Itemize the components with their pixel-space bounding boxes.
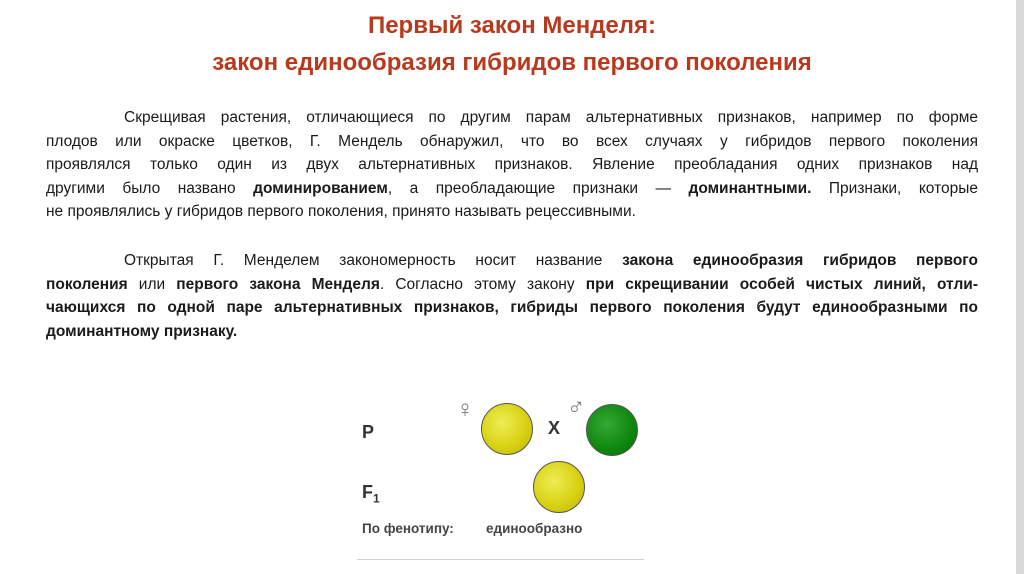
male-symbol-icon: ♂ xyxy=(567,394,585,421)
text-fragment: Открытая Г. Менделем закономерность носит название xyxy=(124,252,623,269)
phenotype-value: единообразно xyxy=(486,521,583,536)
paragraph2-line1 xyxy=(46,249,978,273)
text-fragment: . Согласно этому закону xyxy=(379,275,586,293)
divider-line xyxy=(357,559,644,560)
term-dominant: доминантными. xyxy=(688,179,812,197)
text-fragment: , а преобладающие признаки — xyxy=(387,179,689,197)
text-fragment: или xyxy=(127,275,177,293)
paragraph2-line4 xyxy=(46,320,978,344)
green-pea-parent xyxy=(586,404,638,456)
paragraph-first-law xyxy=(46,249,978,343)
paragraph2-line2 xyxy=(46,273,978,297)
slide-title-line1: Первый закон Менделя: xyxy=(367,12,657,39)
paragraph-dominance xyxy=(46,106,978,224)
term-generation: поколения xyxy=(46,275,128,293)
f1-letter: F xyxy=(362,482,373,502)
paragraph1-line3: проявлялся только один из двух альтернативных признаков. Явление преобладания одних признаков над xyxy=(46,156,978,174)
female-symbol-icon: ♀ xyxy=(456,396,474,423)
slide-title-line2: закон единообразия гибридов первого поколения xyxy=(212,49,812,76)
yellow-pea-parent xyxy=(481,403,533,455)
paragraph1-line1: Скрещивая растения, отличающиеся по другим парам альтернативных признаков, например по форме xyxy=(124,109,978,126)
yellow-pea-hybrid xyxy=(533,461,585,513)
phenotype-label: По фенотипу: xyxy=(362,521,454,536)
paragraph1-line4 xyxy=(46,177,978,201)
paragraph2-line3 xyxy=(46,296,978,320)
text-fragment: Признаки, которые xyxy=(811,179,979,197)
f1-subscript: 1 xyxy=(373,491,380,506)
term-law-uniformity: закона единообразия гибридов первого xyxy=(622,252,979,269)
law-statement-end: доминантному признаку. xyxy=(46,322,238,340)
right-edge-bar xyxy=(1016,0,1024,574)
paragraph1-line5: не проявлялись у гибридов первого поколения, принято называть рецессивными. xyxy=(46,203,636,221)
law-statement-start: при скрещивании особей чистых линий, отли- xyxy=(585,275,978,293)
term-dominance: доминированием xyxy=(253,179,388,197)
paragraph1-line2: плодов или окраске цветков, Г. Мендель обнаружил, что во всех случаях у гибридов первого поколения xyxy=(46,132,978,150)
term-first-law: первого закона Менделя xyxy=(176,275,380,293)
text-fragment: другими было названо xyxy=(46,179,254,197)
law-statement-middle: чающихся по одной паре альтернативных признаков, гибриды первого поколения будут единообразными по xyxy=(46,299,978,317)
f1-label xyxy=(362,482,380,506)
parents-label: P xyxy=(362,422,375,442)
cross-symbol: X xyxy=(548,418,561,438)
